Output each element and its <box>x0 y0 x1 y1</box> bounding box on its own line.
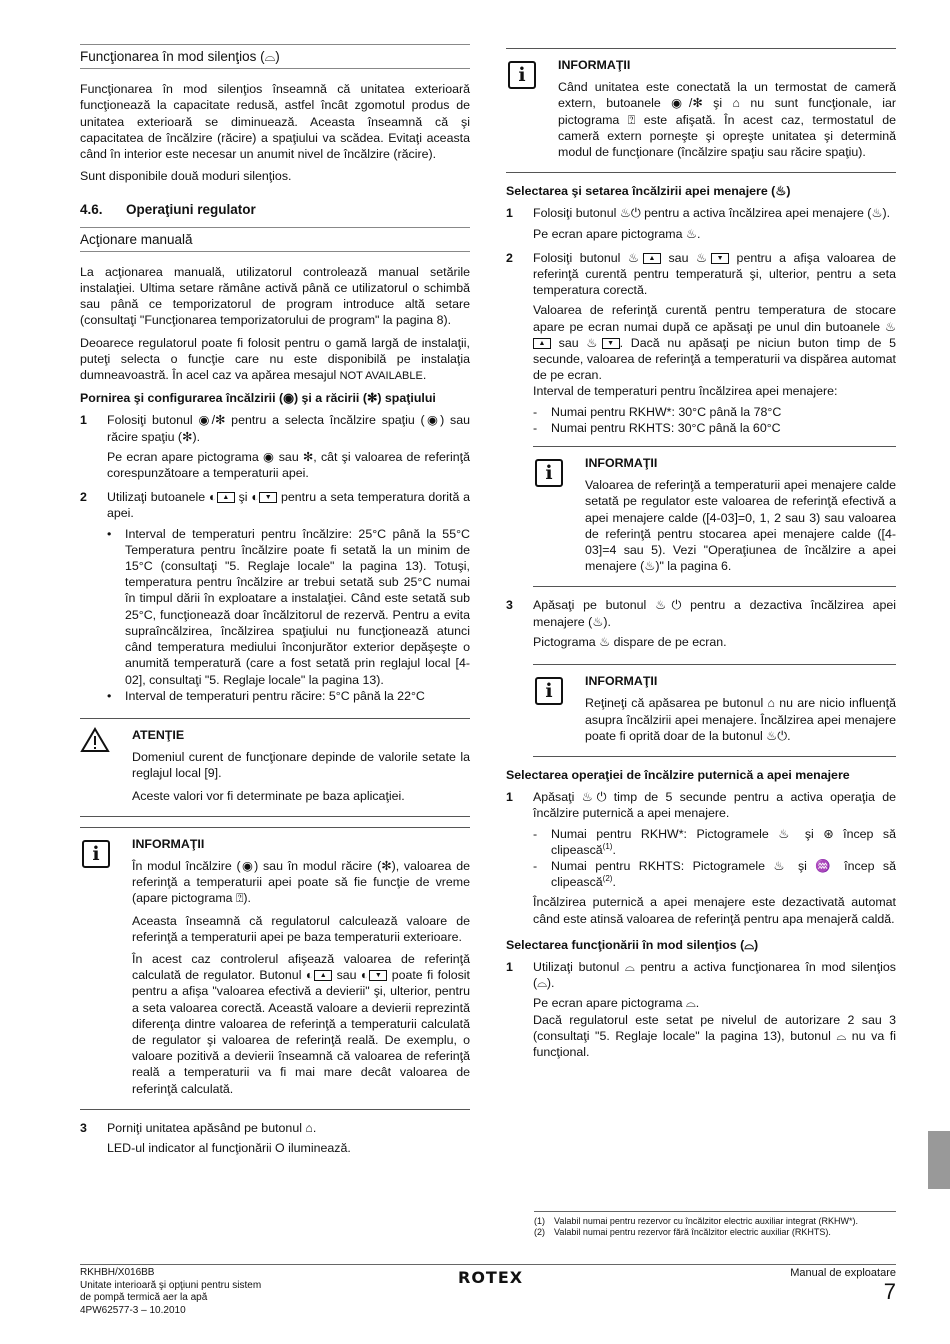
silent-paragraph-2: Sunt disponibile două moduri silenţios. <box>80 169 292 184</box>
up-button-icon: ▲ <box>314 970 332 981</box>
attention-box: ATENŢIE Domeniul curent de funcţionare depinde de valorile setate la reglajul local [9]. Aceste valori vor fi determinate pe baza aplicaţiei. <box>80 718 470 817</box>
step-3: 3 Porniţi unitatea apăsând pe butonul ⌂. LED-ul indicator al funcţionării O iluminează. <box>80 1120 351 1155</box>
powerful-step-1: 1 Apăsaţi ♨⏻ timp de 5 secunde pentru a activa operaţia de încălzire puternică a apei menajere. - Numai pentru RKHW*: Pictogramele ♨ şi ⊛ încep să clipească$^{(1)}$. - Numai pentru RKHTS: Pictogramele ♨ şi ♒ încep să clipească$^{(2)}$. Încălzirea puternică a apei menajere este dezactivată automat când este atinsă valoarea de referinţă pentru apa menajeră caldă. <box>506 789 896 931</box>
page-number: 7 <box>883 1278 896 1304</box>
list-item: - Numai pentru RKHW*: 30°C până la 78°C <box>533 404 896 420</box>
info-icon: i <box>508 61 536 89</box>
list-item: - Numai pentru RKHTS: Pictogramele ♨ şi ♒ încep să clipească$^{(2)}$. <box>533 858 896 890</box>
step-2: 2 Utilizaţi butoanele ◐ ▲ şi ◐ ▼ pentru a seta temperatura dorită a apei. • Interval de temperaturi pentru încălzire: 25°C până la 55°C Temperatura pentru încălzire poate fi setată la un minim de 15°C (consultaţi "5. Reglaje locale" la pagina 13). Totuşi, temperatura pentru încălzire ar trebui setată sub 25°C numai în timpul dării în exploatare a instalaţiei. Când este setată sub 25°C, funcţionează doar încălzitorul de rezervă. Pentru a evita supraîncălzirea, încălzirea spaţiului nu funcţionează atunci când temperatura mediului înconjurător exterior depăşeşte o anumită temperatură (care a fost setată prin reglajul local [4-02], consultaţi "5. Reglaje locale" la pagina 13). • Interval de temperaturi pentru răcire: 5°C până la 22°C <box>80 489 470 708</box>
start-heading: Pornirea şi configurarea încălzirii (◉) şi a răcirii (✻) spaţiului <box>80 391 436 406</box>
right-column <box>506 44 896 1068</box>
down-button-icon: ▼ <box>259 492 277 503</box>
list-item: - Numai pentru RKHW*: Pictogramele ♨ şi ⊛ încep să clipească$^{(1)}$. <box>533 826 896 858</box>
powerful-heading: Selectarea operaţiei de încălzire puternică a apei menajere <box>506 767 850 782</box>
therm-icon: ◐ <box>208 490 217 505</box>
dhw-step-2: 2 Folosiţi butonul ♨ ▲ sau ♨ ▼ pentru a afişa valoarea de referinţă curentă pentru temperatură şi, ulterior, pentru a seta temperatura corectă. Valoarea de referinţă curentă pentru temperatura de stocare apare pe ecran numai după ce apăsaţi pe unul din butoanele ♨▲ sau ♨ ▼ . Dacă nu apăsaţi pe niciun buton timp de 5 secunde, valoarea de referinţă a temperaturii va dispărea automat de pe ecran. Interval de temperaturi pentru încălzirea apei menajere: <box>506 250 896 399</box>
info-icon: i <box>535 459 563 487</box>
list-item: • Interval de temperaturi pentru încălzire: 25°C până la 55°C Temperatura pentru încălzire poate fi setată la un minim de 15°C (consultaţi "5. Reglaje locale" la pagina 13). Totuşi, temperatura pentru încălzire ar trebui setată sub 25°C numai în timpul dării în exploatare a instalaţiei. Când este setată sub 25°C, funcţionează doar încălzitorul de rezervă. Pentru a evita supraîncălzirea, încălzirea spaţiului nu funcţionează atunci când temperatura mediului înconjurător exterior depăşeşte o anumită temperatură (care a fost setată prin reglajul local [4-02], consultaţi "5. Reglaje locale" la pagina 13). <box>107 526 470 688</box>
footer-model: RKHBH/X016BB <box>80 1267 155 1278</box>
footnotes <box>534 1211 896 1238</box>
silent-step-1: 1 Utilizaţi butonul ⌓ pentru a activa funcţionarea în mod silenţios (⌓). Pe ecran apare pictograma ⌓. Dacă regulatorul este setat pe nivelul de autorizare 2 sau 3 (consultaţi "5. Reglaje locale" la pagina 13), butonul ⌓ nu va fi funcţional. <box>506 959 896 1059</box>
down-button-icon: ▼ <box>602 338 620 349</box>
manual-paragraph-2: Deoarece regulatorul poate fi folosit pentru o gamă largă de instalaţii, puteţi selecta o funcţie care nu este disponibilă pe instalaţia dumneavoastră. În acel caz va apărea mesajul NOT AVAILABLE. <box>80 335 470 383</box>
footnote: (2) Valabil numai pentru rezervor fără încălzitor electric auxiliar (RKHTS). <box>534 1227 831 1237</box>
info-icon: i <box>82 840 110 868</box>
info-box: i INFORMAŢII Valoarea de referinţă a temperaturii apei menajere calde setată pe regulator este valoarea de referinţă efectivă a apei menajere calde ([4-03]=0, 1, 2 sau 3) sau valoarea de referinţă pentru stocarea apei menajere calde ([4-03]=4 sau 5). Vezi "Operaţiunea de încălzire a apei menajere (♨)" la pagina 6. <box>533 446 896 587</box>
dhw-step-3: 3 Apăsaţi pe butonul ♨⏻ pentru a dezactiva încălzirea apei menajere (♨). Pictograma ♨ dispare de pe ecran. <box>506 598 896 649</box>
manual-title: Acţionare manuală <box>80 228 470 252</box>
up-button-icon: ▲ <box>533 338 551 349</box>
list-item: - Numai pentru RKHTS: 30°C până la 60°C <box>533 420 896 436</box>
list-item: • Interval de temperaturi pentru răcire: 5°C până la 22°C <box>107 688 470 704</box>
footer-desc: de pompă termică aer la apă <box>80 1292 208 1303</box>
therm-icon: ◐ <box>251 490 260 505</box>
silent-select-heading: Selectarea funcţionării în mod silenţios (⌓) <box>506 937 759 952</box>
step-1: 1 Folosiţi butonul ◉/✻ pentru a selecta încălzire spaţiu (◉) sau răcire spaţiu (✻). Pe ecran apare pictograma ◉ sau ✻, cât şi valoarea de referinţă corespunzătoare a temperaturii apei. <box>80 413 470 481</box>
left-column <box>80 44 470 1164</box>
silent-mode-icon: ⌓ <box>264 49 276 64</box>
info-box: i INFORMAŢII În modul încălzire (◉) sau în modul răcire (✻), valoarea de referinţă a temperaturii apei poate să fie funcţie de vreme (apare pictograma ⍰). Aceasta înseamnă că regulatorul calculează valoare de referinţă a temperaturii apei pe baza temperaturii exterioare. În acest caz controlerul afişează valoarea de referinţă calculată de regulator. Butonul ◐ ▲ sau ◐ ▼ poate fi folosit pentru a afişa "valoarea efectivă a devierii" şi, ulterior, pentru a seta valoarea corectă. Această valoare a devierii reprezintă diferenţa dintre valoarea de referinţă a temperaturii calculată de regulator şi valoarea de referinţă reală. De exemplu, o valoare pozitivă a devierii înseamnă că valoarea de referinţă reală a temperaturii va fi mai mare decât valoarea de referinţă calculată. <box>80 827 470 1110</box>
up-button-icon: ▲ <box>643 253 661 264</box>
dhw-step-1: 1 Folosiţi butonul ♨⏻ pentru a activa încălzirea apei menajere (♨). Pe ecran apare pictograma ♨. <box>506 206 891 241</box>
silent-mode-title: Funcţionarea în mod silenţios (⌓) <box>80 44 470 69</box>
rotex-logo: ROTEX <box>458 1268 524 1287</box>
warning-icon <box>80 727 110 753</box>
footer-code: 4PW62577-3 – 10.2010 <box>80 1304 186 1316</box>
page-tab-marker <box>928 1131 950 1189</box>
silent-paragraph-1: Funcţionarea în mod silenţios înseamnă că unitatea exterioară funcţionează la capacitate redusă, astfel încât zgomotul produs de unitatea exterioară se diminuează. Aceasta înseamnă că şi capacitatea de încălzire (răcire) a spaţiului va scădea. Evitaţi aceasta când în interior este necesar un anumit nivel de încălzire (răcire). <box>80 82 470 162</box>
down-button-icon: ▼ <box>369 970 387 981</box>
silent-mode-icon: ⌓ <box>744 937 755 952</box>
info-box: i INFORMAŢII Reţineţi că apăsarea pe butonul ⌂ nu are nicio influenţă asupra încălzirii apei menajere. Încălzirea apei menajere poate fi oprită doar de la butonul ♨⏻. <box>533 664 896 757</box>
footer-desc: Unitate interioară şi opţiuni pentru sistem <box>80 1279 262 1291</box>
therm-icon: ◐ <box>305 968 315 983</box>
therm-icon: ◐ <box>360 968 370 983</box>
up-button-icon: ▲ <box>217 492 235 503</box>
info-box: i INFORMAŢII Când unitatea este conectată la un termostat de cameră extern, butoanele ◉/✻ şi ⌂ nu sunt funcţionale, iar pictograma ⍰ este afişată. În acest caz, termostatul de cameră extern porneşte şi opreşte unitatea şi determină modul de funcţionare (încălzire spaţiu sau răcire spaţiu). <box>506 48 896 173</box>
down-button-icon: ▼ <box>711 253 729 264</box>
footnote: (1) Valabil numai pentru rezervor cu încălzitor electric auxiliar integrat (RKHW*). <box>534 1216 858 1226</box>
dhw-heading: Selectarea şi setarea încălzirii apei menajere (♨) <box>506 184 791 199</box>
section-heading: 4.6. Operaţiuni regulator <box>80 202 470 227</box>
footer-manual: Manual de exploatare <box>790 1267 896 1279</box>
manual-paragraph-1: La acţionarea manuală, utilizatorul controlează manual setările instalaţiei. Ultima setare rămâne activă până ce utilizatorul o schimbă sau până ce temporizatorul de program introduce altă setare (consultaţi "Funcţionarea temporizatorului de program" la pagina 8). <box>80 264 470 328</box>
info-icon: i <box>535 677 563 705</box>
